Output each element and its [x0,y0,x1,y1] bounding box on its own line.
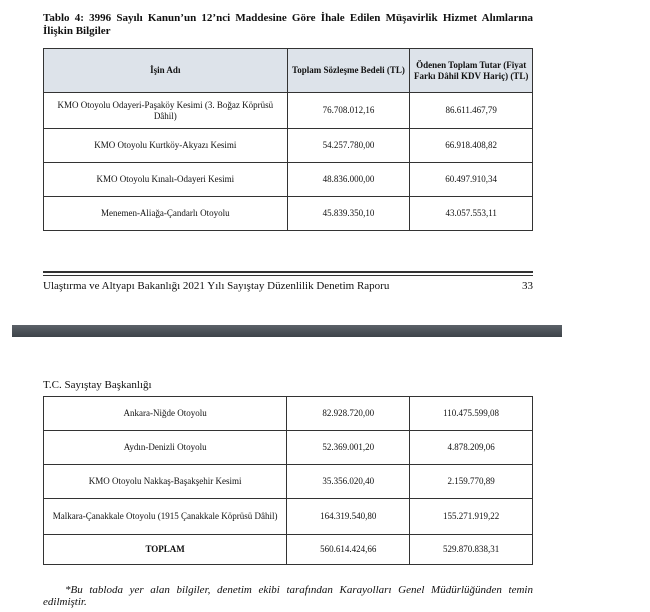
cell-paid: 2.159.770,89 [410,465,533,499]
header-paid-total: Ödenen Toplam Tutar (Fiyat Farkı Dâhil KDV Hariç) (TL) [410,49,533,93]
header-job-name: İşin Adı [44,49,288,93]
cell-paid: 155.271.919,22 [410,499,533,535]
cell-contract: 164.319.540,80 [287,499,410,535]
total-paid: 529.870.838,31 [410,535,533,565]
report-page-34 [0,339,650,612]
cell-job-name: Aydın-Denizli Otoyolu [44,431,287,465]
cell-paid: 66.918.408,82 [410,129,533,163]
consultancy-table-part1 [43,48,533,231]
cell-contract: 76.708.012,16 [287,93,410,129]
footer-report-title: Ulaştırma ve Altyapı Bakanlığı 2021 Yılı Sayıştay Düzenlilik Denetim Raporu [43,280,390,292]
cell-job-name: KMO Otoyolu Nakkaş-Başakşehir Kesimi [44,465,287,499]
table-row [44,129,533,163]
total-contract: 560.614.424,66 [287,535,410,565]
total-label: TOPLAM [44,535,287,565]
page-number: 33 [522,280,533,292]
cell-job-name: KMO Otoyolu Odayeri-Paşaköy Kesimi (3. Boğaz Köprüsü Dâhil) [44,93,288,129]
table-header-row [44,49,533,93]
cell-contract: 82.928.720,00 [287,397,410,431]
table-row [44,93,533,129]
cell-job-name: Ankara-Niğde Otoyolu [44,397,287,431]
cell-contract: 45.839.350,10 [287,197,410,231]
cell-paid: 43.057.553,11 [410,197,533,231]
table-row [44,163,533,197]
table-source-note: *Bu tabloda yer alan bilgiler, denetim ekibi tarafından Karayolları Genel Müdürlüğünden temin edilmiştir. [43,584,533,608]
cell-contract: 35.356.020,40 [287,465,410,499]
cell-job-name: KMO Otoyolu Kurtköy-Akyazı Kesimi [44,129,288,163]
total-row [44,535,533,565]
cell-job-name: Malkara-Çanakkale Otoyolu (1915 Çanakkale Köprüsü Dâhil) [44,499,287,535]
cell-job-name: Menemen-Aliağa-Çandarlı Otoyolu [44,197,288,231]
cell-paid: 86.611.467,79 [410,93,533,129]
footer-rule [43,275,533,276]
cell-contract: 48.836.000,00 [287,163,410,197]
table-row [44,499,533,535]
cell-paid: 110.475.599,08 [410,397,533,431]
cell-contract: 52.369.001,20 [287,431,410,465]
cell-paid: 60.497.910,34 [410,163,533,197]
cell-paid: 4.878.209,06 [410,431,533,465]
table-caption: Tablo 4: 3996 Sayılı Kanun’un 12’nci Maddesine Göre İhale Edilen Müşavirlik Hizmet Alımlarına İlişkin Bilgiler [43,12,533,37]
page-separator [0,322,650,339]
page-header: T.C. Sayıştay Başkanlığı [43,379,152,391]
cell-contract: 54.257.780,00 [287,129,410,163]
table-row [44,397,533,431]
header-contract-total: Toplam Sözleşme Bedeli (TL) [287,49,410,93]
page-separator-bar [12,325,562,337]
table-row [44,431,533,465]
footer-rule [43,271,533,273]
cell-job-name: KMO Otoyolu Kınalı-Odayeri Kesimi [44,163,288,197]
page-footer [43,280,533,292]
table-row [44,197,533,231]
consultancy-table-part2 [43,396,533,565]
table-row [44,465,533,499]
